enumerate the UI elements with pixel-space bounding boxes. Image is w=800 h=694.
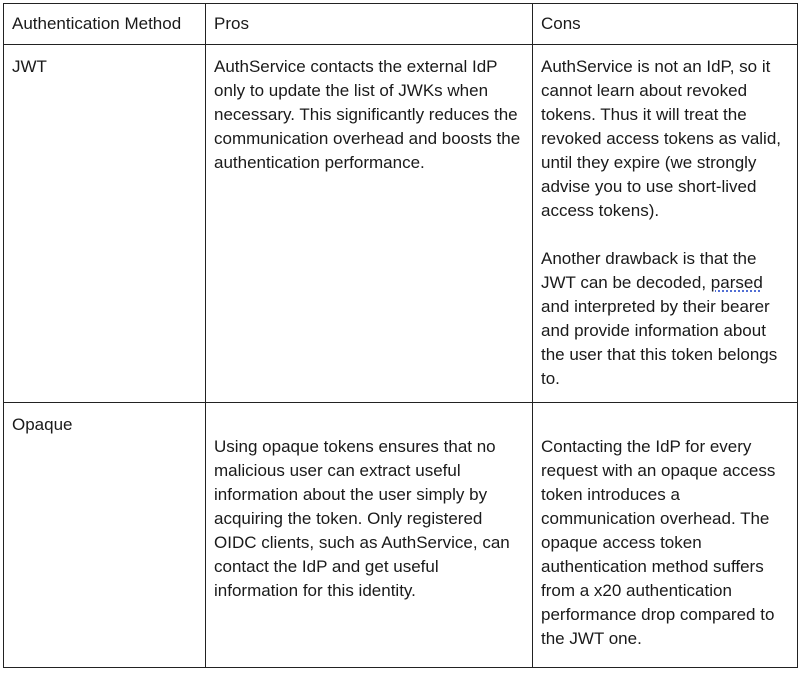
header-cons: Cons <box>533 4 798 45</box>
cell-method-jwt <box>4 45 206 403</box>
method-name-jwt: JWT <box>12 57 47 76</box>
cell-pros-opaque <box>206 403 533 668</box>
header-pros: Pros <box>206 4 533 45</box>
table-row-jwt <box>4 45 798 403</box>
cell-cons-opaque <box>533 403 798 668</box>
table-header-row <box>4 4 798 45</box>
cons-text-jwt-para2 <box>541 247 789 391</box>
cons-para2-start: Another drawback is that the JWT can be decoded, <box>541 249 757 292</box>
table-row-opaque <box>4 403 798 668</box>
auth-methods-table <box>3 3 798 668</box>
cell-method-opaque <box>4 403 206 668</box>
spellcheck-flagged-word: parsed <box>710 273 763 292</box>
pros-text-opaque: Using opaque tokens ensures that no malicious user can extract useful information about the user simply by acquiring the token. Only registered OIDC clients, such as AuthService, can contact the IdP and get useful information for this identity. <box>214 437 510 600</box>
header-authentication-method: Authentication Method <box>4 4 206 45</box>
cons-text-jwt-para1: AuthService is not an IdP, so it cannot learn about revoked tokens. Thus it will treat the revoked access tokens as valid, until they expire (we strongly advise you to use short-lived access tokens). <box>541 57 782 220</box>
cons-text-opaque: Contacting the IdP for every request with an opaque access token introduces a communication overhead. The opaque access token authentication method suffers from a x20 authentication performance drop compared to the JWT one. <box>541 437 776 648</box>
pros-text-jwt: AuthService contacts the external IdP only to update the list of JWKs when necessary. This significantly reduces the communication overhead and boosts the authentication performance. <box>214 57 521 172</box>
cons-para2-end: and interpreted by their bearer and provide information about the user that this token belongs to. <box>541 297 778 388</box>
cell-cons-jwt <box>533 45 798 403</box>
method-name-opaque: Opaque <box>12 415 73 434</box>
cell-pros-jwt <box>206 45 533 403</box>
